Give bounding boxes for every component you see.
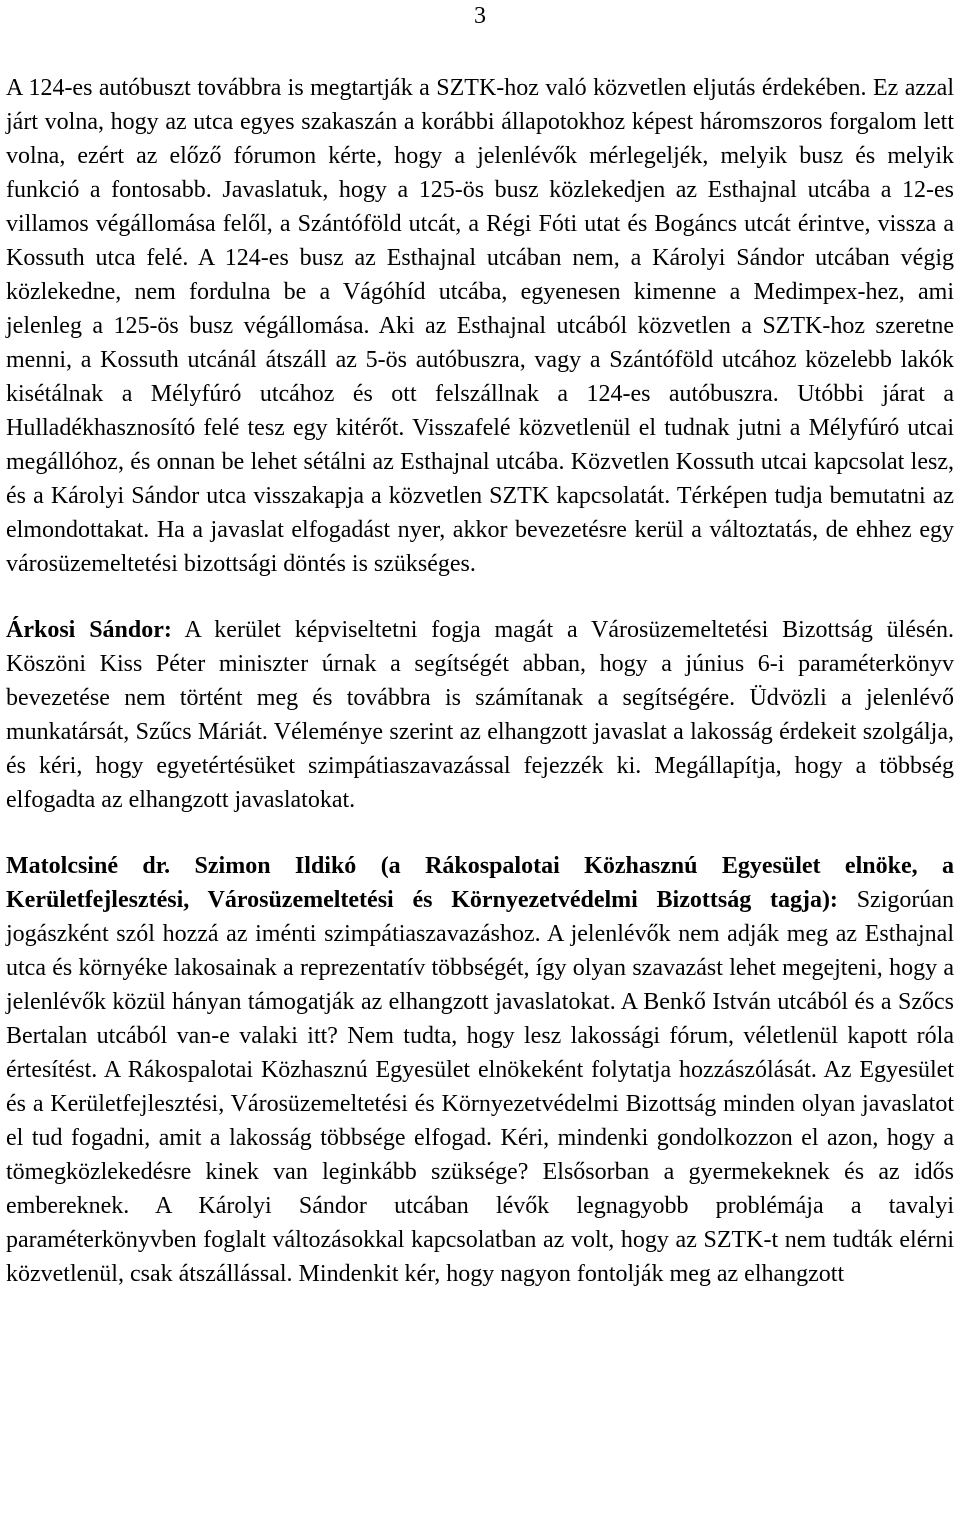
paragraph-text: A kerület képviseltetni fogja magát a Városüzemeltetési Bizottság ülésén. Köszöni Kiss Péter miniszter úrnak a segítségét abban, hogy a június 6-i paraméterkönyv bevezetése nem történt meg és továbbra is számítanak a segítségére. Üdvözli a jelenlévő munkatársát, Szűcs Máriát. Véleménye szerint az elhangzott javaslat a lakosság érdekeit szolgálja, és kéri, hogy egyetértésüket szimpátiaszavazással fejezzék ki. Megállapítja, hogy a többség elfogadta az elhangzott javaslatokat. bbox=[6, 617, 954, 813]
paragraph-matolcsine bbox=[6, 849, 954, 1291]
page-number: 3 bbox=[474, 3, 486, 29]
paragraph-arkosi-sandor bbox=[6, 613, 954, 817]
paragraph-bus-routes bbox=[6, 71, 954, 581]
speaker-name: Árkosi Sándor: bbox=[6, 617, 172, 643]
paragraph-text: A 124-es autóbuszt továbbra is megtartják a SZTK-hoz való közvetlen eljutás érdekében. Ez azzal járt volna, hogy az utca egyes szakaszán a korábbi állapotokhoz képest háromszoros forgalom lett volna, ezért az előző fórumon kérte, hogy a jelenlévők mérlegeljék, melyik busz és melyik funkció a fontosabb. Javaslatuk, hogy a 125-ös busz közlekedjen az Esthajnal utcába a 12-es villamos végállomása felől, a Szántóföld utcát, a Régi Fóti utat és Bogáncs utcát érintve, vissza a Kossuth utca felé. A 124-es busz az Esthajnal utcában nem, a Károlyi Sándor utcában végig közlekedne, nem fordulna be a Vágóhíd utcába, egyenesen kimenne a Medimpex-hez, ami jelenleg a 125-ös busz végállomása. Aki az Esthajnal utcából közvetlen a SZTK-hoz szeretne menni, a Kossuth utcánál átszáll az 5-ös autóbuszra, vagy a Szántóföld utcához közelebb lakók kisétálnak a Mélyfúró utcához és ott felszállnak a 124-es autóbuszra. Utóbbi járat a Hulladékhasznosító felé tesz egy kitérőt. Visszafelé közvetlenül el tudnak jutni a Mélyfúró utcai megállóhoz, és onnan be lehet sétálni az Esthajnal utcába. Közvetlen Kossuth utcai kapcsolat lesz, és a Károlyi Sándor utca visszakapja a közvetlen SZTK kapcsolatát. Térképen tudja bemutatni az elmondottakat. Ha a javaslat elfogadást nyer, akkor bevezetésre kerül a változtatás, de ehhez egy városüzemeltetési bizottsági döntés is szükséges. bbox=[6, 75, 954, 577]
paragraph-text: Szigorúan jogászként szól hozzá az iménti szimpátiaszavazáshoz. A jelenlévők nem adják meg az Esthajnal utca és környéke lakosainak a reprezentatív többségét, így olyan szavazást lehet megejteni, hogy a jelenlévők közül hányan támogatják az elhangzott javaslatokat. A Benkő István utcából és a Szőcs Bertalan utcából van-e valaki itt? Nem tudta, hogy lesz lakossági fórum, véletlenül kapott róla értesítést. A Rákospalotai Közhasznú Egyesület elnökeként folytatja hozzászólását. Az Egyesület és a Kerületfejlesztési, Városüzemeltetési és Környezetvédelmi Bizottság minden olyan javaslatot el tud fogadni, amit a lakosság többsége elfogad. Kéri, mindenki gondolkozzon el azon, hogy a tömegközlekedésre kinek van leginkább szüksége? Elsősorban a gyermekeknek és az idős embereknek. A Károlyi Sándor utcában lévők legnagyobb problémája a tavalyi paraméterkönyvben foglalt változásokkal kapcsolatban az volt, hogy az SZTK-t nem tudták elérni közvetlenül, csak átszállással. Mindenkit kér, hogy nagyon fontolják meg az elhangzott bbox=[6, 887, 955, 1287]
document-body bbox=[6, 71, 954, 1291]
speaker-name: Matolcsiné dr. Szimon Ildikó (a Rákospalotai Közhasznú Egyesület elnöke, a Kerületfejlesztési, Városüzemeltetési és Környezetvédelmi Bizottság tagja): bbox=[6, 853, 954, 913]
